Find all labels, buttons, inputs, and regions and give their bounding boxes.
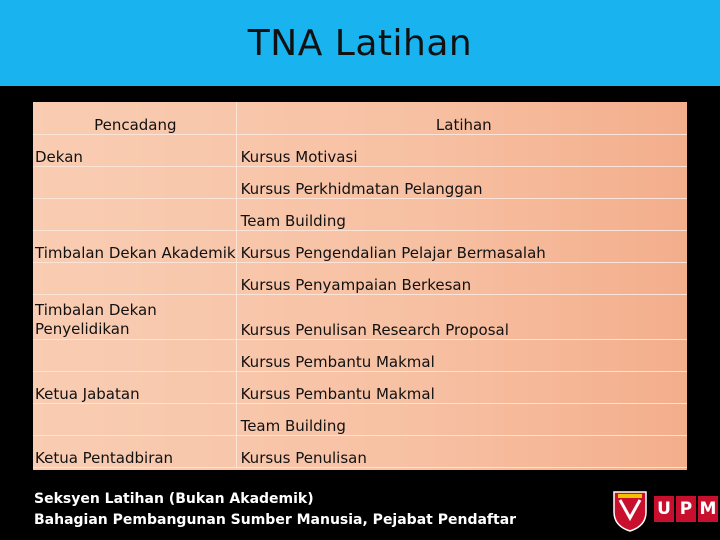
latihan-cell: Team Building (236, 404, 687, 436)
upm-logo (610, 488, 718, 532)
pencadang-cell (33, 404, 236, 436)
pencadang-cell: Dekan (33, 135, 236, 167)
latihan-cell: Kursus Perkhidmatan Pelanggan (236, 167, 687, 199)
pencadang-cell: Timbalan Dekan Penyelidikan (33, 295, 236, 340)
table-header-row (33, 102, 687, 135)
footer (34, 489, 516, 531)
table-row (33, 135, 687, 167)
upm-crest-icon (610, 488, 650, 532)
pencadang-cell (33, 199, 236, 231)
pencadang-cell (33, 263, 236, 295)
table-row (33, 167, 687, 199)
latihan-cell: Kursus Pengendalian Pelajar Bermasalah (236, 231, 687, 263)
header-pencadang: Pencadang (33, 102, 236, 135)
logo-letter-m: M (698, 496, 718, 522)
pencadang-cell: Ketua Pentadbiran (33, 436, 236, 468)
latihan-cell: Kursus Penulisan (236, 436, 687, 468)
table-row (33, 295, 687, 340)
training-table (33, 102, 687, 468)
logo-letter-u: U (654, 496, 674, 522)
latihan-cell: Kursus Pembantu Makmal (236, 372, 687, 404)
pencadang-cell (33, 167, 236, 199)
slide-title: TNA Latihan (247, 22, 473, 64)
latihan-cell: Team Building (236, 199, 687, 231)
latihan-cell: Kursus Pembantu Makmal (236, 340, 687, 372)
pencadang-cell (33, 340, 236, 372)
footer-line-1: Seksyen Latihan (Bukan Akademik) (34, 491, 314, 507)
title-bar (0, 0, 720, 86)
latihan-cell: Kursus Motivasi (236, 135, 687, 167)
table-row (33, 436, 687, 468)
logo-letter-p: P (676, 496, 696, 522)
table-row (33, 199, 687, 231)
table-row (33, 340, 687, 372)
footer-line-2: Bahagian Pembangunan Sumber Manusia, Pejabat Pendaftar (34, 512, 517, 528)
latihan-cell: Kursus Penyampaian Berkesan (236, 263, 687, 295)
table-row (33, 372, 687, 404)
latihan-cell: Kursus Penulisan Research Proposal (236, 295, 687, 340)
tna-table (33, 102, 687, 470)
pencadang-cell: Ketua Jabatan (33, 372, 236, 404)
table-row (33, 263, 687, 295)
table-row (33, 404, 687, 436)
pencadang-cell: Timbalan Dekan Akademik (33, 231, 236, 263)
header-latihan: Latihan (236, 102, 687, 135)
table-row (33, 231, 687, 263)
